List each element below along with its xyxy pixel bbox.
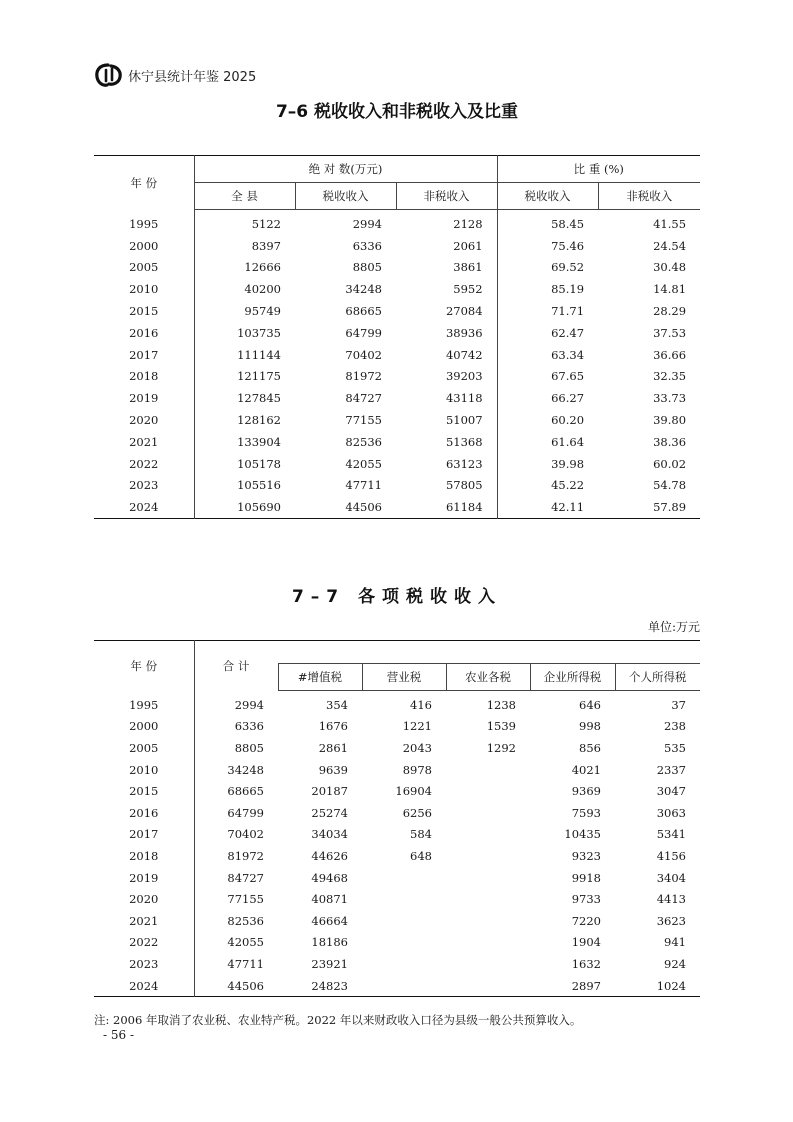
value-cell: 82536 (345, 434, 382, 449)
value-cell: 9918 (571, 870, 601, 885)
value-cell: 1676 (318, 719, 348, 734)
year-cell: 2019 (129, 870, 159, 885)
col-header-tax-share: 税收收入 (497, 183, 598, 210)
col-header-vat: #增值税 (278, 664, 362, 691)
year-cell: 2016 (129, 325, 159, 340)
value-cell: 10435 (564, 827, 601, 842)
value-cell: 4413 (656, 892, 686, 907)
tax-nontax-table (94, 155, 700, 519)
table-row (94, 257, 700, 279)
col-header-business-tax: 营业税 (362, 664, 446, 691)
value-cell: 47711 (194, 953, 278, 975)
value-cell: 3404 (656, 870, 686, 885)
table-row (94, 496, 700, 518)
value-cell: 77155 (194, 888, 278, 910)
value-cell: 2861 (318, 740, 348, 755)
year-cell: 2015 (129, 304, 159, 319)
col-header-nontax-share: 非税收入 (598, 183, 700, 210)
value-cell: 70402 (345, 347, 382, 362)
value-cell: 69.52 (497, 257, 598, 279)
col-header-nontax-revenue: 非税收入 (396, 183, 497, 210)
table-row (94, 780, 700, 802)
year-cell: 2020 (129, 892, 159, 907)
value-cell: 8978 (402, 762, 432, 777)
table-row (94, 737, 700, 759)
value-cell: 941 (664, 935, 686, 950)
value-cell: 42055 (194, 932, 278, 954)
value-cell: 38936 (445, 325, 483, 340)
value-cell: 4021 (571, 762, 601, 777)
value-cell: 39.98 (497, 453, 598, 475)
value-cell: 32.35 (653, 369, 687, 384)
value-cell: 51368 (445, 434, 483, 449)
value-cell: 64799 (345, 325, 382, 340)
col-header-corporate-income-tax: 企业所得税 (530, 664, 615, 691)
value-cell: 68665 (194, 780, 278, 802)
table-row (94, 453, 700, 475)
value-cell: 36.66 (653, 347, 687, 362)
col-header-agricultural-tax: 农业各税 (446, 664, 530, 691)
col-header-personal-income-tax: 个人所得税 (615, 664, 700, 691)
year-cell: 2005 (129, 740, 159, 755)
year-cell: 2005 (129, 260, 159, 275)
value-cell: 63.34 (497, 344, 598, 366)
value-cell: 40200 (194, 278, 295, 300)
year-cell: 2021 (129, 434, 159, 449)
value-cell: 584 (410, 827, 432, 842)
tax-items-table (94, 640, 700, 997)
value-cell: 3047 (656, 784, 686, 799)
value-cell: 1292 (486, 740, 516, 755)
table-row (94, 932, 700, 954)
value-cell: 128162 (194, 409, 295, 431)
value-cell (446, 975, 530, 997)
header-spacer (278, 641, 700, 664)
value-cell: 3623 (656, 913, 686, 928)
year-cell: 2024 (129, 500, 159, 515)
value-cell: 49468 (311, 870, 348, 885)
value-cell: 1238 (486, 697, 516, 712)
value-cell: 44506 (345, 500, 382, 515)
value-cell: 856 (579, 740, 601, 755)
value-cell: 37.53 (653, 325, 687, 340)
table-row (94, 953, 700, 975)
value-cell (362, 888, 446, 910)
value-cell: 12666 (194, 257, 295, 279)
value-cell: 2994 (352, 216, 382, 231)
value-cell: 354 (326, 697, 348, 712)
value-cell: 42.11 (497, 496, 598, 518)
group-absolute-header: 绝 对 数(万元) (194, 156, 497, 183)
value-cell: 646 (579, 697, 601, 712)
yearbook-title: 休宁县统计年鉴 2025 (128, 69, 257, 85)
value-cell: 18186 (311, 935, 348, 950)
footnote: 注: 2006 年取消了农业税、农业特产税。2022 年以来财政收入口径为县级一般公共预算收入。 (94, 1013, 582, 1027)
col-header-total: 合 计 (194, 641, 278, 691)
year-cell: 2010 (129, 762, 159, 777)
value-cell (446, 888, 530, 910)
value-cell: 6336 (194, 716, 278, 738)
value-cell: 8805 (352, 260, 382, 275)
value-cell: 9639 (318, 762, 348, 777)
value-cell: 3063 (656, 805, 686, 820)
group-ratio-header: 比 重 (%) (497, 156, 700, 183)
value-cell: 416 (410, 697, 432, 712)
value-cell: 57805 (445, 478, 483, 493)
table-row (94, 910, 700, 932)
value-cell: 5341 (656, 827, 686, 842)
table-row (94, 691, 700, 716)
value-cell: 47711 (345, 478, 382, 493)
year-cell: 2021 (129, 913, 159, 928)
value-cell: 8397 (194, 235, 295, 257)
col-header-county-total: 全 县 (194, 183, 295, 210)
year-cell: 2023 (129, 956, 159, 971)
table-row (94, 867, 700, 889)
value-cell: 43118 (445, 391, 483, 406)
value-cell: 121175 (194, 366, 295, 388)
value-cell: 44506 (194, 975, 278, 997)
value-cell: 2337 (656, 762, 686, 777)
value-cell: 7593 (571, 805, 601, 820)
year-cell: 2022 (129, 456, 159, 471)
value-cell: 42055 (345, 456, 382, 471)
col-year-header: 年 份 (130, 175, 158, 190)
value-cell: 30.48 (653, 260, 687, 275)
year-cell: 2016 (129, 805, 159, 820)
value-cell: 1632 (571, 956, 601, 971)
value-cell (446, 824, 530, 846)
value-cell: 2897 (571, 978, 601, 993)
table-row (94, 344, 700, 366)
table-row (94, 235, 700, 257)
col-header-tax-revenue: 税收收入 (295, 183, 396, 210)
value-cell: 2043 (402, 740, 432, 755)
value-cell: 84727 (194, 867, 278, 889)
year-cell: 2017 (129, 827, 159, 842)
value-cell (446, 910, 530, 932)
value-cell: 38.36 (653, 434, 687, 449)
value-cell: 9733 (571, 892, 601, 907)
value-cell: 40871 (311, 892, 348, 907)
value-cell: 81972 (194, 845, 278, 867)
year-cell: 2000 (129, 719, 159, 734)
value-cell (362, 953, 446, 975)
value-cell (362, 975, 446, 997)
value-cell: 44626 (311, 848, 348, 863)
value-cell: 33.73 (653, 391, 687, 406)
value-cell (446, 867, 530, 889)
value-cell: 6256 (402, 805, 432, 820)
value-cell: 6336 (352, 238, 382, 253)
page-header (94, 60, 256, 90)
value-cell: 95749 (194, 300, 295, 322)
table-row (94, 387, 700, 409)
value-cell: 39.80 (653, 413, 687, 428)
value-cell: 46664 (311, 913, 348, 928)
table-row (94, 431, 700, 453)
value-cell (446, 802, 530, 824)
value-cell: 24823 (311, 978, 348, 993)
year-cell: 2024 (129, 978, 159, 993)
value-cell: 105516 (194, 475, 295, 497)
value-cell: 238 (664, 719, 686, 734)
value-cell (362, 932, 446, 954)
value-cell (446, 932, 530, 954)
value-cell: 64799 (194, 802, 278, 824)
value-cell (446, 780, 530, 802)
value-cell: 63123 (445, 456, 483, 471)
value-cell: 14.81 (653, 282, 687, 297)
value-cell: 34248 (194, 759, 278, 781)
table-row (94, 802, 700, 824)
value-cell: 45.22 (497, 475, 598, 497)
value-cell: 41.55 (653, 216, 687, 231)
table1-title: 7–6 税收收入和非税收入及比重 (275, 102, 519, 122)
year-cell: 1995 (129, 697, 159, 712)
value-cell: 1024 (656, 978, 686, 993)
value-cell: 24.54 (653, 238, 687, 253)
value-cell: 648 (410, 848, 432, 863)
col-year-header: 年 份 (130, 658, 158, 673)
year-cell: 2000 (129, 238, 159, 253)
value-cell: 5122 (194, 210, 295, 235)
value-cell: 54.78 (653, 478, 687, 493)
table2-title: 7–7 各项税收收入 (291, 587, 503, 607)
table-row (94, 475, 700, 497)
yearbook-logo-icon (94, 61, 124, 89)
value-cell: 2128 (453, 216, 483, 231)
value-cell (446, 759, 530, 781)
value-cell: 57.89 (653, 500, 687, 515)
value-cell: 67.65 (497, 366, 598, 388)
value-cell (362, 910, 446, 932)
table-row (94, 278, 700, 300)
value-cell: 85.19 (497, 278, 598, 300)
value-cell: 28.29 (653, 304, 687, 319)
value-cell: 5952 (453, 282, 483, 297)
year-cell: 2017 (129, 347, 159, 362)
page-number: - 56 - (103, 1028, 135, 1042)
table-row (94, 845, 700, 867)
unit-label: 单位:万元 (647, 620, 700, 634)
value-cell: 4156 (656, 848, 686, 863)
value-cell: 34248 (345, 282, 382, 297)
table-row (94, 210, 700, 235)
value-cell: 84727 (345, 391, 382, 406)
value-cell: 8805 (194, 737, 278, 759)
value-cell: 27084 (445, 304, 483, 319)
value-cell: 127845 (194, 387, 295, 409)
value-cell: 3861 (453, 260, 483, 275)
value-cell: 71.71 (497, 300, 598, 322)
value-cell: 77155 (345, 413, 382, 428)
value-cell: 82536 (194, 910, 278, 932)
value-cell: 51007 (445, 413, 483, 428)
table-row (94, 366, 700, 388)
value-cell: 58.45 (497, 210, 598, 235)
table-row (94, 824, 700, 846)
table-row (94, 759, 700, 781)
value-cell: 1221 (402, 719, 432, 734)
year-cell: 2019 (129, 391, 159, 406)
value-cell: 133904 (194, 431, 295, 453)
value-cell: 39203 (445, 369, 483, 384)
value-cell: 105690 (194, 496, 295, 518)
year-cell: 2022 (129, 935, 159, 950)
value-cell: 9369 (571, 784, 601, 799)
value-cell: 37 (671, 697, 686, 712)
value-cell: 105178 (194, 453, 295, 475)
year-cell: 2018 (129, 369, 159, 384)
value-cell: 66.27 (497, 387, 598, 409)
value-cell (362, 867, 446, 889)
value-cell: 40742 (445, 347, 483, 362)
table-row (94, 888, 700, 910)
value-cell: 998 (579, 719, 601, 734)
value-cell: 20187 (311, 784, 348, 799)
table-row (94, 322, 700, 344)
table-row (94, 300, 700, 322)
value-cell: 103735 (194, 322, 295, 344)
year-cell: 2010 (129, 282, 159, 297)
value-cell: 1539 (486, 719, 516, 734)
value-cell: 535 (664, 740, 686, 755)
year-cell: 2015 (129, 784, 159, 799)
value-cell: 70402 (194, 824, 278, 846)
value-cell: 34034 (311, 827, 348, 842)
value-cell: 75.46 (497, 235, 598, 257)
year-cell: 2020 (129, 413, 159, 428)
value-cell: 16904 (395, 784, 432, 799)
value-cell: 68665 (345, 304, 382, 319)
value-cell: 61.64 (497, 431, 598, 453)
value-cell: 924 (664, 956, 686, 971)
table-row (94, 716, 700, 738)
year-cell: 1995 (129, 216, 159, 231)
value-cell: 62.47 (497, 322, 598, 344)
value-cell: 25274 (311, 805, 348, 820)
value-cell (446, 953, 530, 975)
value-cell: 9323 (571, 848, 601, 863)
year-cell: 2023 (129, 478, 159, 493)
value-cell: 1904 (571, 935, 601, 950)
table-row (94, 409, 700, 431)
value-cell: 111144 (194, 344, 295, 366)
value-cell: 60.02 (653, 456, 687, 471)
value-cell: 60.20 (497, 409, 598, 431)
value-cell (446, 845, 530, 867)
value-cell: 61184 (445, 500, 483, 515)
value-cell: 23921 (311, 956, 348, 971)
value-cell: 2994 (194, 691, 278, 716)
value-cell: 81972 (345, 369, 382, 384)
table-row (94, 975, 700, 997)
year-cell: 2018 (129, 848, 159, 863)
value-cell: 2061 (453, 238, 483, 253)
value-cell: 7220 (571, 913, 601, 928)
